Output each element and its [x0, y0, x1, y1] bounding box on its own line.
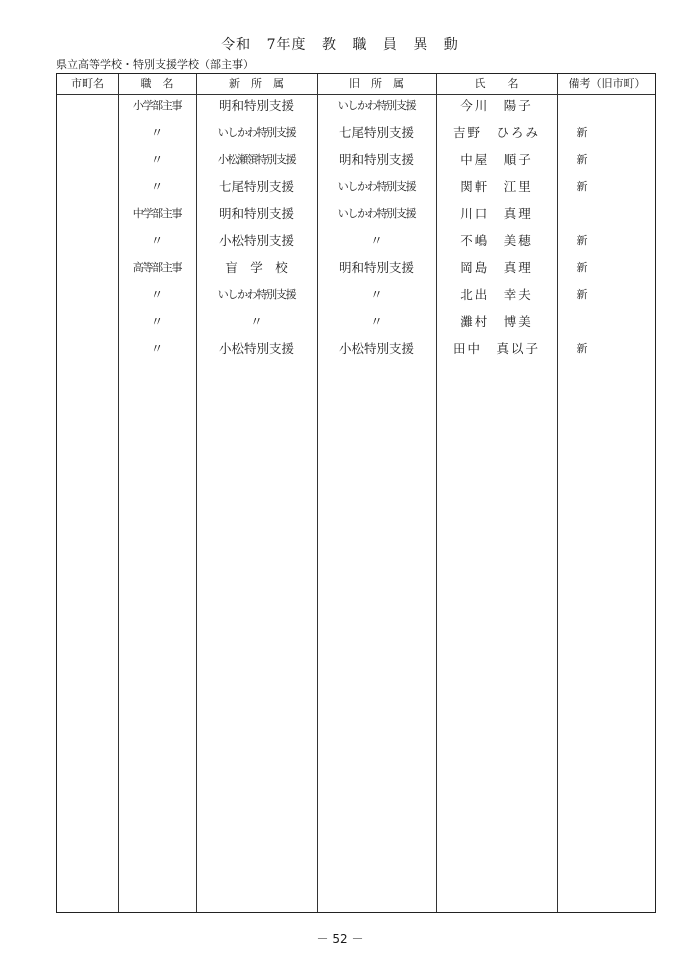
- cell-name: 関軒 江里: [460, 179, 533, 194]
- cell-position: 〃: [150, 179, 164, 194]
- cell-new-affiliation: 小松特別支援: [218, 341, 294, 356]
- cell-remarks: 新: [576, 288, 588, 301]
- cell-position: 〃: [150, 287, 164, 302]
- cell-name: 岡島 真理: [460, 260, 533, 275]
- cell-name: 吉野 ひろみ: [452, 125, 540, 140]
- cell-position: 高等部主事: [132, 261, 182, 274]
- header-position: 職 名: [140, 77, 174, 90]
- cell-new-affiliation: いしかわ特別支援: [217, 126, 296, 139]
- page-number: － 52 －: [316, 932, 364, 946]
- cell-name: 灘村 博美: [460, 314, 533, 329]
- cell-new-affiliation: 明和特別支援: [218, 206, 294, 221]
- cell-old-affiliation: いしかわ特別支援: [337, 99, 416, 112]
- cell-remarks: 新: [576, 261, 588, 274]
- cell-new-affiliation: 〃: [250, 314, 263, 329]
- cell-old-affiliation: 〃: [370, 287, 383, 302]
- cell-old-affiliation: 〃: [370, 233, 383, 248]
- cell-new-affiliation: 盲 学 校: [225, 260, 288, 275]
- cell-new-affiliation: 小松瀬領特別支援: [217, 153, 296, 166]
- cell-old-affiliation: 〃: [370, 314, 383, 329]
- cell-old-affiliation: 明和特別支援: [338, 260, 414, 275]
- cell-old-affiliation: 小松特別支援: [338, 341, 414, 356]
- cell-new-affiliation: 小松特別支援: [218, 233, 294, 248]
- cell-old-affiliation: 七尾特別支援: [338, 125, 414, 140]
- cell-remarks: [557, 92, 607, 119]
- cell-position: 〃: [150, 152, 164, 167]
- cell-old-affiliation: いしかわ特別支援: [337, 180, 416, 193]
- cell-position: 〃: [150, 314, 164, 329]
- header-municipality: 市町名: [71, 77, 104, 90]
- cell-remarks: 新: [576, 342, 588, 355]
- cell-position: 〃: [150, 125, 164, 140]
- cell-name: 田中 真以子: [452, 341, 540, 356]
- header-name: 氏 名: [474, 77, 519, 90]
- cell-name: 今川 陽子: [460, 98, 533, 113]
- cell-remarks: [557, 308, 607, 335]
- cell-new-affiliation: 七尾特別支援: [218, 179, 294, 194]
- header-old-affiliation: 旧 所 属: [349, 77, 404, 90]
- cell-remarks: 新: [576, 126, 588, 139]
- personnel-table: [56, 73, 656, 913]
- cell-position: 〃: [150, 233, 164, 248]
- cell-old-affiliation: 明和特別支援: [338, 152, 414, 167]
- cell-remarks: 新: [576, 180, 588, 193]
- cell-position: 〃: [150, 341, 164, 356]
- cell-name: 川口 真理: [460, 206, 533, 221]
- header-remarks: 備考（旧市町）: [568, 77, 646, 90]
- cell-remarks: 新: [576, 153, 588, 166]
- cell-new-affiliation: いしかわ特別支援: [217, 288, 296, 301]
- cell-position: 小学部主事: [132, 99, 182, 112]
- cell-old-affiliation: いしかわ特別支援: [337, 207, 416, 220]
- cell-name: 北出 幸夫: [460, 287, 533, 302]
- cell-position: 中学部主事: [132, 207, 182, 220]
- cell-remarks: 新: [576, 234, 588, 247]
- cell-new-affiliation: 明和特別支援: [218, 98, 294, 113]
- cell-name: 中屋 順子: [460, 152, 533, 167]
- header-new-affiliation: 新 所 属: [229, 77, 284, 90]
- document-subtitle: 県立高等学校・特別支援学校（部主事）: [56, 58, 254, 71]
- cell-name: 不嶋 美穂: [460, 233, 533, 248]
- document-title: 令和 7年度 教 職 員 異 動: [221, 37, 459, 53]
- cell-remarks: [557, 200, 607, 227]
